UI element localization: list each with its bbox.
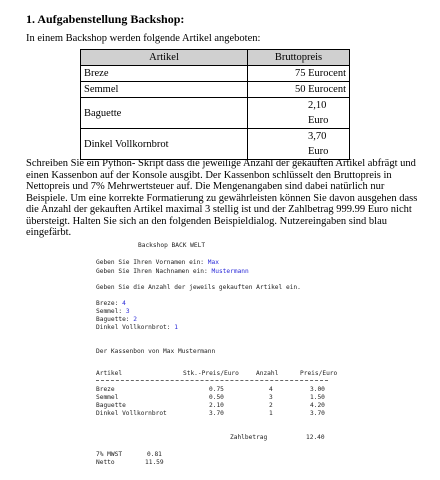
article-price: 50 Eurocent bbox=[248, 82, 350, 98]
console-title: Backshop BACK WELT bbox=[138, 242, 206, 249]
console-input-line bbox=[96, 324, 178, 331]
receipt-item-total: 1.50 bbox=[310, 394, 325, 401]
receipt-item-unit: 3.70 bbox=[209, 410, 224, 417]
section-heading: 1. Aufgabenstellung Backshop: bbox=[26, 12, 185, 26]
article-price-table bbox=[80, 49, 350, 160]
receipt-divider bbox=[96, 380, 328, 381]
receipt-item-name: Semmel bbox=[96, 394, 119, 401]
input-value: 3 bbox=[125, 308, 130, 315]
receipt-header-total: Preis/Euro bbox=[300, 370, 338, 377]
table-row bbox=[81, 66, 350, 82]
receipt-title: Der Kassenbon von Max Mustermann bbox=[96, 348, 216, 355]
receipt-item-name: Baguette bbox=[96, 402, 126, 409]
receipt-item-qty: 3 bbox=[269, 394, 273, 401]
console-line-last-name bbox=[96, 268, 249, 275]
table-header-row bbox=[81, 50, 350, 66]
article-price: 2,10 Euro bbox=[248, 98, 350, 129]
table-row bbox=[81, 82, 350, 98]
netto-value: 11.59 bbox=[145, 459, 164, 466]
input-label: Dinkel Vollkornbrot: bbox=[96, 324, 171, 331]
article-name: Semmel bbox=[81, 82, 248, 98]
article-name: Dinkel Vollkornbrot bbox=[81, 129, 248, 160]
mwst-label: 7% MWST bbox=[96, 451, 123, 458]
input-value: 1 bbox=[174, 324, 178, 331]
input-label: Baguette: bbox=[96, 316, 130, 323]
total-label: Zahlbetrag bbox=[230, 434, 268, 441]
first-name-input: Max bbox=[207, 259, 219, 266]
input-label: Breze: bbox=[96, 300, 119, 307]
receipt-item-name: Dinkel Vollkornbrot bbox=[96, 410, 167, 417]
receipt-item-total: 3.70 bbox=[310, 410, 325, 417]
receipt-item-unit: 0.75 bbox=[209, 386, 224, 393]
receipt-item-qty: 1 bbox=[269, 410, 273, 417]
column-header-article: Artikel bbox=[81, 50, 248, 66]
receipt-item-qty: 2 bbox=[269, 402, 273, 409]
input-value: 4 bbox=[122, 300, 126, 307]
table-row bbox=[81, 129, 350, 160]
total-value: 12.40 bbox=[306, 434, 325, 441]
column-header-price: Bruttopreis bbox=[248, 50, 350, 66]
table-row bbox=[81, 98, 350, 129]
task-description: Schreiben Sie ein Python- Skript dass die jeweilige Anzahl der gekauften Artikel abfrägt und einen Kassenbon auf der Konsole ausgibt. Der Kassenbon schlüsselt den Bruttopreis in Nettopreis und 7% Mehrwertsteuer auf. Die Mengenangaben sind dabei natürlich nur Beispiele. Um eine korrekte Formatierung zu gewährleisten können Sie davon ausgehen dass die Anzahl der gekauften Artikel maximal 3 stellig ist und der Zahlbetrag 999.99 Euro nicht übersteigt. Halten Sie sich an den folgenden Beispieldialog. Nutzereingaben sind blau eingefärbt. bbox=[26, 158, 418, 238]
receipt-item-unit: 2.10 bbox=[209, 402, 224, 409]
receipt-item-name: Breze bbox=[96, 386, 115, 393]
article-price: 3,70 Euro bbox=[248, 129, 350, 160]
input-label: Semmel: bbox=[96, 308, 123, 315]
console-input-line bbox=[96, 300, 126, 307]
last-name-prompt: Geben Sie Ihren Nachnamen ein: bbox=[96, 268, 208, 275]
article-name: Baguette bbox=[81, 98, 248, 129]
console-example-dialog bbox=[96, 238, 336, 474]
console-input-line bbox=[96, 308, 130, 315]
first-name-prompt: Geben Sie Ihren Vornamen ein: bbox=[96, 259, 205, 266]
console-input-line bbox=[96, 316, 137, 323]
receipt-item-total: 3.00 bbox=[310, 386, 325, 393]
input-value: 2 bbox=[133, 316, 137, 323]
netto-label: Netto bbox=[96, 459, 115, 466]
console-line-first-name bbox=[96, 259, 219, 266]
mwst-value: 0.81 bbox=[147, 451, 162, 458]
receipt-header-quantity: Anzahl bbox=[256, 370, 279, 377]
receipt-header-article: Artikel bbox=[96, 370, 123, 377]
intro-text: In einem Backshop werden folgende Artikel angeboten: bbox=[26, 33, 261, 44]
article-price: 75 Eurocent bbox=[248, 66, 350, 82]
receipt-header-unit-price: Stk.-Preis/Euro bbox=[183, 370, 239, 377]
receipt-item-unit: 0.50 bbox=[209, 394, 224, 401]
receipt-item-total: 4.20 bbox=[310, 402, 325, 409]
quantity-prompt: Geben Sie die Anzahl der jeweils gekauften Artikel ein. bbox=[96, 284, 301, 291]
article-name: Breze bbox=[81, 66, 248, 82]
last-name-input: Mustermann bbox=[211, 268, 249, 275]
receipt-item-qty: 4 bbox=[269, 386, 273, 393]
